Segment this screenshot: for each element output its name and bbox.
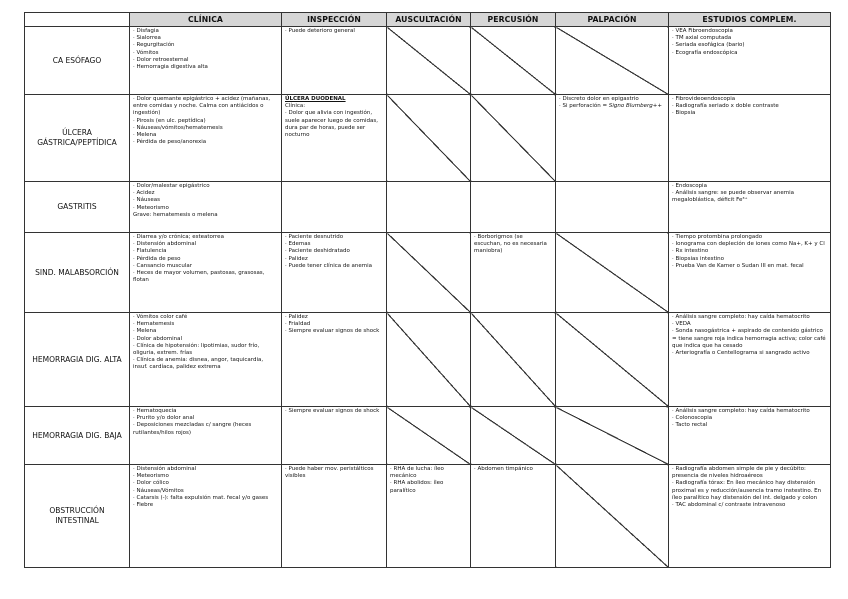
list-item: · Puede deterioro general — [285, 28, 355, 34]
empty-diagonal-cell — [471, 407, 556, 465]
table-row — [25, 407, 831, 465]
list-item: · VEDA — [672, 321, 691, 328]
list-item: · Endoscopia — [672, 183, 707, 189]
list-item: · Prueba Van de Kamer o Sudan III en mat. fecal — [672, 262, 804, 269]
list-item: · Distensión abdominal — [133, 466, 197, 472]
list-item: · Colonoscopia — [672, 415, 713, 422]
empty-diagonal-cell — [471, 95, 556, 182]
empty-diagonal-cell — [471, 313, 556, 407]
header-auscultacion: AUSCULTACIÓN — [387, 13, 471, 27]
list-item: · Dolor retroesternal — [133, 56, 189, 63]
list-item: · Palidez — [285, 255, 308, 262]
list-item: · Siempre evaluar signos de shock — [285, 328, 380, 335]
clinica-cell — [130, 313, 282, 407]
clinica-cell — [130, 233, 282, 313]
list-item: · Arteriografía o Centellograma si sangrado activo — [672, 350, 810, 357]
table-row — [25, 465, 831, 568]
comparison-table — [24, 12, 831, 568]
list-item: · Pérdida de peso/anorexia — [133, 139, 207, 146]
list-item: · Frialdad — [285, 321, 311, 328]
header-clinica: CLÍNICA — [130, 13, 282, 27]
condition-name: GASTRITIS — [25, 182, 130, 233]
list-item: · Acidez — [133, 190, 155, 197]
inspeccion-cell — [282, 95, 387, 182]
list-item: · Dolor cólico — [133, 480, 169, 487]
list-item: · Análisis sangre completo: hay caída hematocrito — [672, 408, 810, 414]
list-item: · Seriada esofágica (bario) — [672, 42, 745, 49]
list-item: · Tacto rectal — [672, 422, 708, 429]
auscultacion-cell — [387, 465, 471, 568]
list-item: · Borborigmos (se escuchan, no es necesaria maniobra) — [474, 234, 547, 255]
list-item: · Clínica de hipotensión: lipotimias, sudor frío, oliguria, extrem. frías — [133, 342, 260, 357]
estudios-cell — [669, 95, 831, 182]
list-item: · Meteorismo — [133, 204, 169, 211]
inspeccion-cell — [282, 465, 387, 568]
list-item: · Fibrovideoendoscopia — [672, 96, 736, 102]
list-item: · Cansancio muscular — [133, 262, 192, 269]
header-inspeccion: INSPECCIÓN — [282, 13, 387, 27]
list-item: · Rx intestino — [672, 248, 709, 255]
estudios-cell — [669, 313, 831, 407]
empty-diagonal-cell — [387, 233, 471, 313]
list-item: · Catarsis (-): falta expulsión mat. fecal y/o gases — [133, 494, 269, 501]
list-item: · Análisis sangre: se puede observar anemia megaloblástica, déficit Fe³⁺ — [672, 190, 794, 204]
estudios-cell — [669, 407, 831, 465]
clinica-cell — [130, 95, 282, 182]
list-item: · Melena — [133, 132, 157, 139]
palpacion-cell — [556, 95, 669, 182]
inspeccion-cell — [282, 407, 387, 465]
clinica-cell — [130, 182, 282, 233]
list-item: · Puede tener clínica de anemia — [285, 262, 372, 269]
condition-name: HEMORRAGIA DIG. BAJA — [25, 407, 130, 465]
condition-name: SIND. MALABSORCIÓN — [25, 233, 130, 313]
estudios-cell — [669, 182, 831, 233]
table-row — [25, 233, 831, 313]
empty-diagonal-cell — [556, 27, 669, 95]
condition-name: CA ESÓFAGO — [25, 27, 130, 95]
list-item: · Vómitos — [133, 49, 159, 56]
percusion-cell — [471, 233, 556, 313]
list-item: · Náuseas/Vómitos — [133, 487, 184, 494]
inspeccion-cell — [282, 233, 387, 313]
percusion-cell — [471, 465, 556, 568]
list-item: · Tiempo protombina prolongado — [672, 234, 763, 240]
list-item: · Radiografía abdomen simple de pie y decúbito: presencia de niveles hidroaéreos — [672, 466, 806, 480]
list-item: · Análisis sangre completo: hay caída hematocrito — [672, 314, 810, 320]
clinica-cell — [130, 27, 282, 95]
inspeccion-cell — [282, 27, 387, 95]
list-item: · RHA de lucha: íleo mecánico — [390, 466, 444, 480]
list-item: · Pérdida de peso — [133, 255, 181, 262]
list-item: · Clínica de anemia: disnea, angor, taquicardia, insuf. cardíaca, palidez extrema — [133, 357, 264, 371]
empty-cell — [282, 182, 387, 233]
empty-cell — [471, 182, 556, 233]
list-item: · Dolor quemante epigástrico + acidez (mañanas, entre comidas y noche. Calma con antiácidos o ingestión) — [133, 96, 271, 117]
inspeccion-cell — [282, 313, 387, 407]
header-palpacion: PALPACIÓN — [556, 13, 669, 27]
list-item: · Paciente desnutrido — [285, 234, 344, 240]
list-item: · Radiografía seriado x doble contraste — [672, 103, 779, 110]
inspeccion-subtitle: ÚLCERA DUODENAL — [285, 96, 346, 102]
palpacion-item: · Si perforación = Signo Blumberg++ — [559, 103, 662, 110]
header-row — [25, 13, 831, 27]
table-row — [25, 95, 831, 182]
list-item: · Dolor abdominal — [133, 335, 182, 342]
list-item: · Diarrea y/o crónica; esteatorrea — [133, 234, 224, 240]
list-item: · Distensión abdominal — [133, 241, 197, 248]
list-item: · Siempre evaluar signos de shock — [285, 408, 380, 414]
list-item: · Paciente deshidratado — [285, 248, 350, 255]
list-item: · Disfagia — [133, 28, 159, 34]
list-item: · Meteorismo — [133, 473, 169, 480]
list-item: · Ionograma con depleción de iones como Na+, K+ y Cl — [672, 241, 825, 248]
list-item: · Hemorragia digestiva alta — [133, 64, 208, 71]
list-item: · Dolor/malestar epigástrico — [133, 183, 210, 189]
header-empty — [25, 13, 130, 27]
condition-name: ÚLCERA GÁSTRICA/PEPTÍDICA — [25, 95, 130, 182]
list-item: · Biopsia — [672, 110, 696, 117]
empty-diagonal-cell — [471, 27, 556, 95]
list-item: · Palidez — [285, 314, 308, 320]
condition-name: OBSTRUCCIÓN INTESTINAL — [25, 465, 130, 568]
header-percusion: PERCUSIÓN — [471, 13, 556, 27]
list-item: · Puede haber mov. peristálticos visibles — [285, 466, 374, 480]
inspeccion-subtitle-label: Clínica: — [285, 103, 306, 110]
estudios-cell — [669, 233, 831, 313]
list-item: · Dolor que alivia con ingestión, suele aparecer luego de comidas, dura par de horas, puede ser nocturno — [285, 110, 378, 139]
empty-diagonal-cell — [387, 407, 471, 465]
list-item: · Fiebre — [133, 502, 154, 509]
list-item: · RHA abolidos: íleo paralítico — [390, 480, 444, 494]
table-row — [25, 313, 831, 407]
estudios-cell — [669, 465, 831, 568]
list-item: Grave: hematemesis o melena — [133, 211, 218, 218]
signo-blumberg: Signo Blumberg++ — [608, 103, 662, 110]
empty-diagonal-cell — [556, 465, 669, 568]
list-item: · TM axial computada — [672, 35, 732, 42]
palpacion-item: · Discreto dolor en epigastrio — [559, 96, 639, 102]
table-row — [25, 27, 831, 95]
list-item: · Deposiciones mezcladas c/ sangre (heces rutilantes/hilos rojos) — [133, 422, 252, 436]
list-item: · Heces de mayor volumen, pastosas, grasosas, flotan — [133, 270, 265, 284]
list-item: · Flatulencia — [133, 248, 167, 255]
header-estudios: ESTUDIOS COMPLEM. — [669, 13, 831, 27]
list-item: · Edemas — [285, 241, 311, 248]
list-item: · Radiografía tórax: En íleo mecánico hay distensión proximal es y reducción/ausencia tramo instestino. En íleo paralítico hay distensión del int. delgado y colon — [672, 480, 822, 501]
list-item: · Regurgitación — [133, 42, 175, 49]
list-item: · Sonda nasogástrica + aspirado de contenido gástrico = tiene sangre roja indica hemorragia activa; color café que indica que ha cesado — [672, 328, 826, 349]
list-item: · Ecografía endoscópica — [672, 49, 738, 56]
list-item: · VEA Fibroendoscopia — [672, 28, 733, 34]
list-item: · Prurito y/o dolor anal — [133, 415, 195, 422]
empty-diagonal-cell — [387, 313, 471, 407]
empty-diagonal-cell — [556, 407, 669, 465]
empty-diagonal-cell — [387, 95, 471, 182]
list-item: · TAC abdominal c/ contraste intravenoso — [672, 502, 786, 509]
clinica-cell — [130, 407, 282, 465]
list-item: · Pirosis (en ulc. peptídica) — [133, 117, 206, 124]
list-item: · Abdomen timpánico — [474, 466, 533, 472]
empty-cell — [387, 182, 471, 233]
empty-cell — [556, 182, 669, 233]
list-item: · Náuseas/vómitos/hematemesis — [133, 124, 223, 131]
estudios-cell — [669, 27, 831, 95]
list-item: · Hematoquecia — [133, 408, 177, 414]
empty-diagonal-cell — [387, 27, 471, 95]
clinica-cell — [130, 465, 282, 568]
list-item: · Sialorrea — [133, 35, 161, 42]
empty-diagonal-cell — [556, 233, 669, 313]
list-item: · Biopsias intestino — [672, 255, 724, 262]
table-row — [25, 182, 831, 233]
list-item: · Melena — [133, 328, 157, 335]
list-item: · Náuseas — [133, 197, 160, 204]
list-item: · Hematemesis — [133, 321, 175, 328]
empty-diagonal-cell — [556, 313, 669, 407]
condition-name: HEMORRAGIA DIG. ALTA — [25, 313, 130, 407]
list-item: · Vómitos color café — [133, 314, 188, 320]
